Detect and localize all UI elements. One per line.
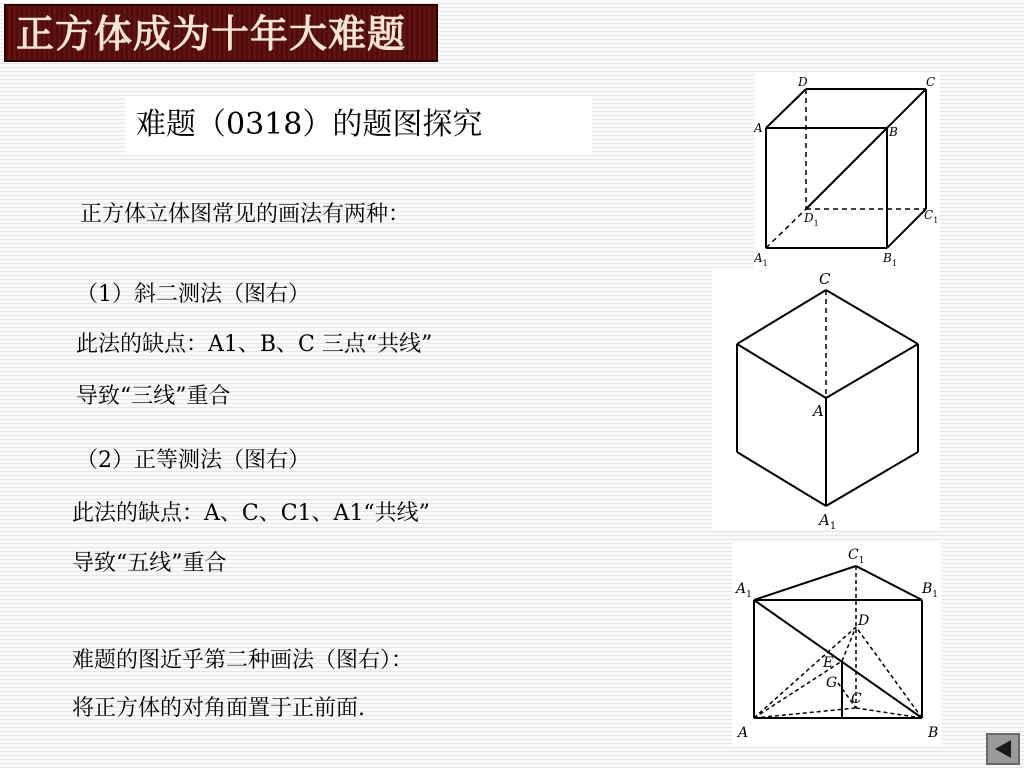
label-C: C [851,691,862,707]
label-D: D [798,75,808,89]
subtitle-box [126,97,592,155]
method2-title: （2）正等测法（图右） [76,448,310,473]
label-B: B [889,125,898,139]
previous-slide-button[interactable] [986,733,1020,765]
intro-text: 正方体立体图常见的画法有两种： [80,202,411,227]
label-C: C [926,75,936,89]
oblique-cube-diagram [754,72,940,268]
label-A: A [813,402,824,420]
label-C: C [819,270,831,288]
triangle-left-icon [988,735,1018,763]
figure-oblique-cube [754,72,940,268]
method2-result: 导致“五线”重合 [72,551,227,576]
label-A1: $A_1$ [736,581,752,600]
label-C1: $C_1$ [848,547,865,566]
label-A1: $A_1$ [754,251,768,268]
label-G: G [826,675,838,691]
label-A: A [754,121,763,135]
label-B1: $B_1$ [922,581,939,600]
method2-flaw: 此法的缺点：A、C、C1、A1“共线” [72,501,430,526]
conclusion-line-1: 难题的图近乎第二种画法（图右）： [72,648,414,673]
title-banner [4,4,438,62]
figure-diagonal-section [732,543,942,745]
method1-flaw: 此法的缺点：A1、B、C 三点“共线” [76,332,433,357]
label-D: D [858,613,870,629]
label-C1: $C_1$ [924,208,939,225]
isometric-cube-diagram [712,268,940,530]
diagonal-section-diagram [732,543,942,745]
label-B: B [928,725,939,741]
page-subtitle: 难题（0318）的题图探究 [136,107,483,142]
method1-result: 导致“三线”重合 [76,384,231,409]
banner-title: 正方体成为十年大难题 [16,12,407,56]
label-D1: $D_1$ [804,211,819,228]
label-E: E [823,655,834,671]
label-A1: $A_1$ [819,511,837,530]
label-B1: $B_1$ [883,251,897,268]
conclusion-line-2: 将正方体的对角面置于正前面. [72,696,365,721]
method1-title: （1）斜二测法（图右） [76,282,310,307]
label-A: A [738,725,749,741]
figure-isometric-cube [712,268,940,530]
